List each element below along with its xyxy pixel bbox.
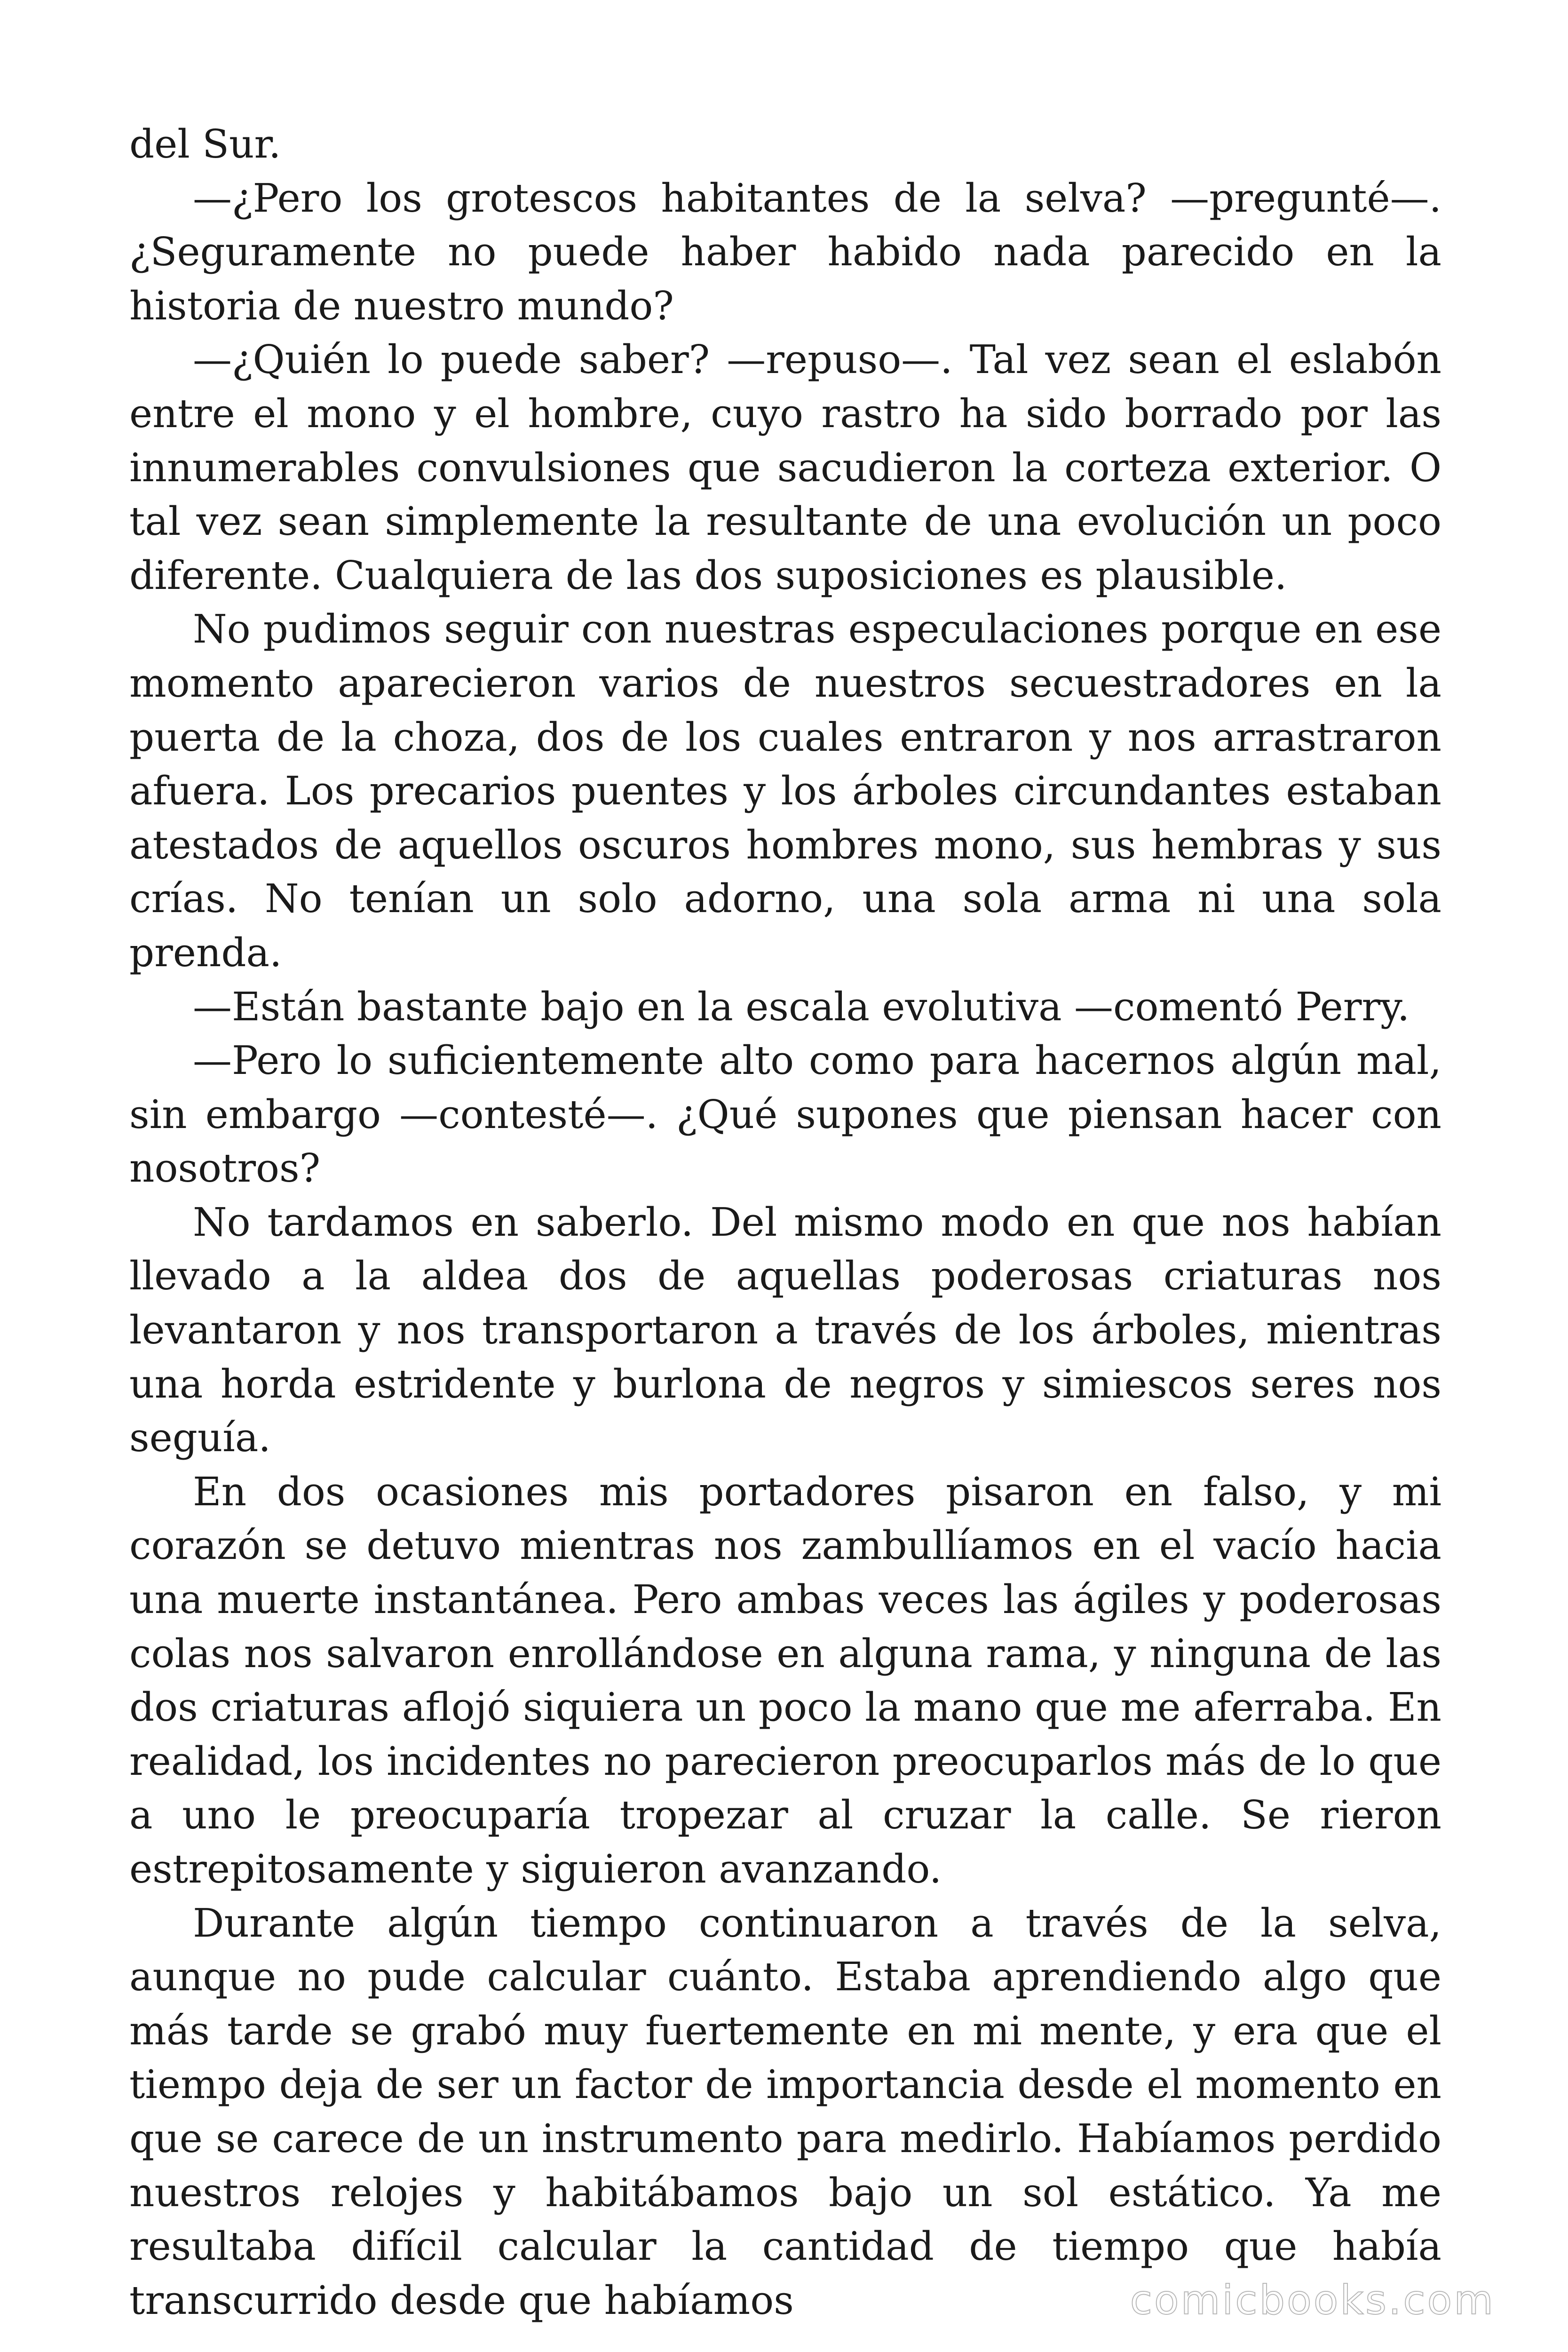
paragraph-6: —Pero lo suficientemente alto como para hacernos algún mal, sin embargo —contesté—. ¿Qué supones que piensan hacer con nosotros? [129,1038,1441,1192]
paragraph-7: No tardamos en saberlo. Del mismo modo en que nos habían llevado a la aldea dos de aquellas poderosas criaturas nos levantaron y nos transportaron a través de los árboles, mientras una horda estridente y burlona de negros y simiescos seres nos seguía. [129,1199,1441,1461]
paragraph-2: —¿Pero los grotescos habitantes de la selva? —pregunté—. ¿Seguramente no puede haber habido nada parecido en la historia de nuestro mundo? [129,175,1441,329]
body-text [129,118,1441,2328]
paragraph-3: —¿Quién lo puede saber? —repuso—. Tal vez sean el eslabón entre el mono y el hombre, cuyo rastro ha sido borrado por las innumerables convulsiones que sacudieron la corteza exterior. O tal vez sean simplemente la resultante de una evolución un poco diferente. Cualquiera de las dos suposiciones es plausible. [129,337,1441,598]
paragraph-4: No pudimos seguir con nuestras especulaciones porque en ese momento aparecieron varios de nuestros secuestradores en la puerta de la choza, dos de los cuales entraron y nos arrastraron afuera. Los precarios puentes y los árboles circundantes estaban atestados de aquellos oscuros hombres mono, sus hembras y sus crías. No tenían un solo adorno, una sola arma ni una sola prenda. [129,606,1441,976]
paragraph-1: del Sur. [129,121,281,167]
paragraph-8: En dos ocasiones mis portadores pisaron en falso, y mi corazón se detuvo mientras nos zambullíamos en el vacío hacia una muerte instantánea. Pero ambas veces las ágiles y poderosas colas nos salvaron enrollándose en alguna rama, y ninguna de las dos criaturas aflojó siquiera un poco la mano que me aferraba. En realidad, los incidentes no parecieron preocuparlos más de lo que a uno le preocuparía tropezar al cruzar la calle. Se rieron estrepitosamente y siguieron avanzando. [129,1469,1441,1892]
paragraph-9: Durante algún tiempo continuaron a través de la selva, aunque no pude calcular cuánto. Estaba aprendiendo algo que más tarde se grabó muy fuertemente en mi mente, y era que el tiempo deja de ser un factor de importancia desde el momento en que se carece de un instrumento para medirlo. Habíamos perdido nuestros relojes y habitábamos bajo un sol estático. Ya me resultaba difícil calcular la cantidad de tiempo que había transcurrido desde que habíamos [129,1900,1441,2323]
paragraph-5: —Están bastante bajo en la escala evolutiva —comentó Perry. [193,984,1410,1030]
watermark: comicbooks.com [1130,2277,1495,2324]
